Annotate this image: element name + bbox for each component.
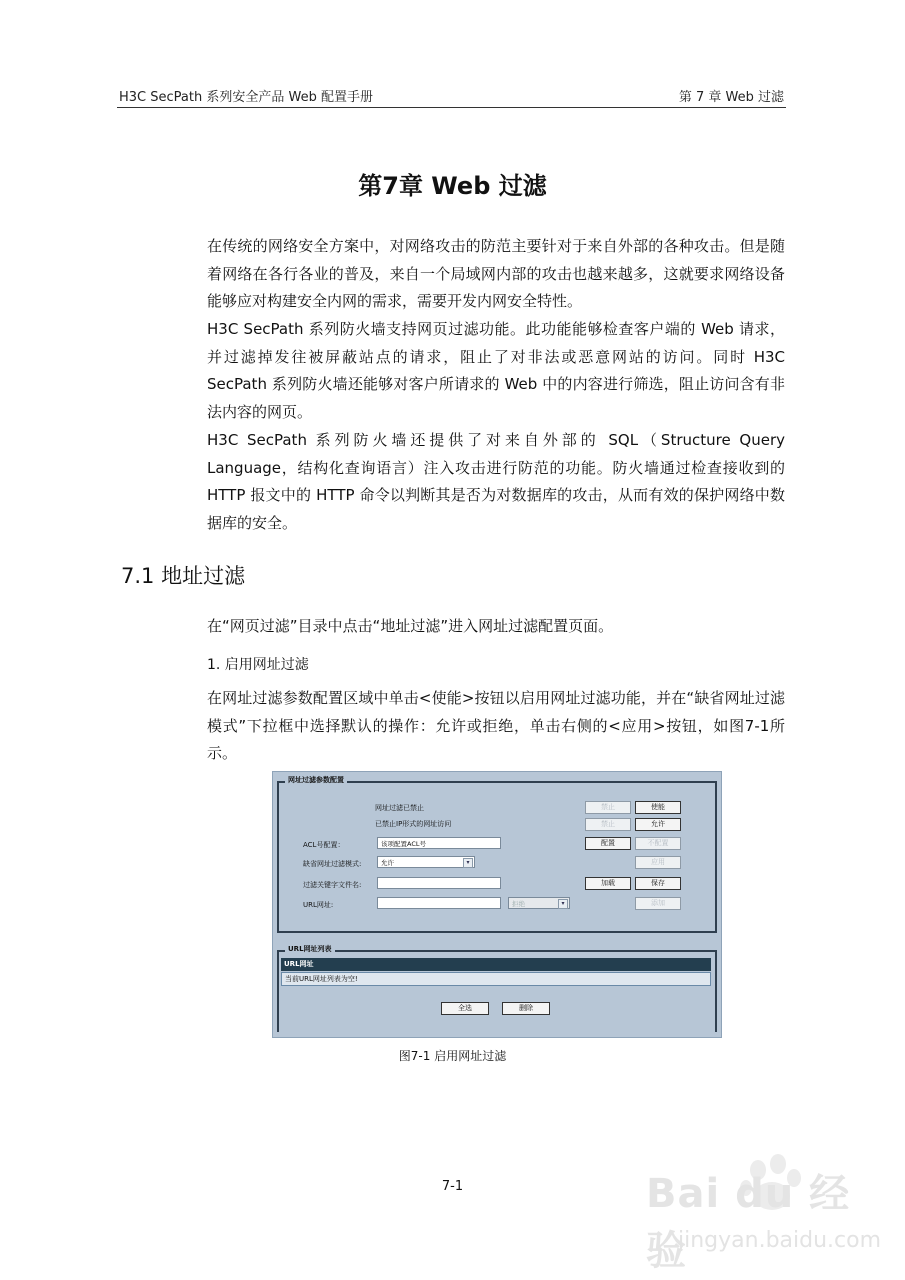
chevron-down-icon: ▾ [463, 858, 473, 868]
default-mode-value: 允许 [381, 859, 394, 867]
intro-paragraph-3: H3C SecPath 系列防火墙还提供了对来自外部的 SQL（Structure Query Language，结构化查询语言）注入攻击进行防范的功能。防火墙通过检查接收到的 HTTP 报文中的 HTTP 命令以判断其是否为对数据库的攻击，从而有效的保护网络中数据库的安全。 [207, 431, 785, 532]
url-input[interactable] [377, 897, 501, 909]
intro-paragraph-1: 在传统的网络安全方案中，对网络攻击的防范主要针对于来自外部的各种攻击。但是随着网络在各行各业的普及，来自一个局域网内部的攻击也越来越多，这就要求网络设备能够应对构建安全内网的需求，需要开发内网安全特性。 [207, 237, 785, 310]
acl-input[interactable]: 该项配置ACL号 [377, 837, 501, 849]
figure-caption: 图7-1 启用网址过滤 [398, 1049, 507, 1063]
header-rule [117, 107, 786, 108]
acl-label: ACL号配置： [303, 841, 345, 849]
keyword-file-input[interactable] [377, 877, 501, 889]
delete-button[interactable]: 删除 [502, 1002, 550, 1015]
watermark-url: jingyan.baidu.com [678, 1228, 882, 1253]
baidu-jingyan-watermark [640, 1148, 882, 1274]
allow-ip-button[interactable]: 允许 [635, 818, 681, 831]
disable-ip-button[interactable]: 禁止 [585, 818, 631, 831]
disable-filter-button[interactable]: 禁止 [585, 801, 631, 814]
status-ip-disabled: 已禁止IP形式的网址访问 [375, 820, 452, 828]
enable-filter-button[interactable]: 使能 [635, 801, 681, 814]
page-number: 7-1 [441, 1179, 464, 1194]
keyword-file-label: 过滤关键字文件名: [303, 881, 362, 889]
url-list-header: URL网址 [281, 958, 711, 971]
intro-paragraph-2: H3C SecPath 系列防火墙支持网页过滤功能。此功能能够检查客户端的 Web 请求，并过滤掉发往被屏蔽站点的请求，阻止了对非法或恶意网站的访问。同时 H3C SecPath 系列防火墙还能够对客户所请求的 Web 中的内容进行筛选，阻止访问含有非法内容的网页。 [207, 320, 785, 421]
section-paragraph: 在网址过滤参数配置区域中单击<使能>按钮以启用网址过滤功能，并在“缺省网址过滤模式”下拉框中选择默认的操作：允许或拒绝，单击右侧的<应用>按钮，如图7-1所示。 [207, 689, 785, 762]
chapter-title: 第7章 Web 过滤 [358, 172, 547, 200]
config-acl-button[interactable]: 配置 [585, 837, 631, 850]
url-action-value: 拒绝 [512, 900, 525, 908]
url-action-select[interactable] [508, 897, 570, 909]
select-all-button[interactable]: 全选 [441, 1002, 489, 1015]
status-filter-disabled: 网址过滤已禁止 [375, 804, 424, 812]
running-header-left: H3C SecPath 系列安全产品 Web 配置手册 [119, 90, 373, 105]
param-config-legend: 网址过滤参数配置 [285, 775, 347, 785]
default-mode-select[interactable] [377, 856, 475, 868]
url-list-legend: URL网址列表 [285, 944, 335, 954]
figure-url-filter-screenshot [272, 771, 722, 1038]
unconfig-acl-button[interactable]: 不配置 [635, 837, 681, 850]
default-mode-label: 缺省网址过滤模式: [303, 860, 362, 868]
url-list-empty-row: 当前URL网址列表为空! [281, 972, 711, 986]
url-label: URL网址: [303, 901, 334, 909]
section-title: 7.1 地址过滤 [121, 564, 246, 588]
chevron-down-icon: ▾ [558, 899, 568, 909]
apply-button[interactable]: 应用 [635, 856, 681, 869]
running-header-right: 第 7 章 Web 过滤 [678, 90, 784, 105]
watermark-text: Bai du 经验 [646, 1171, 851, 1274]
add-url-button[interactable]: 添加 [635, 897, 681, 910]
save-button[interactable]: 保存 [635, 877, 681, 890]
load-button[interactable]: 加载 [585, 877, 631, 890]
subsection-title: 1. 启用网址过滤 [207, 657, 309, 673]
section-lead: 在“网页过滤”目录中点击“地址过滤”进入网址过滤配置页面。 [207, 617, 614, 635]
param-config-fieldset [277, 776, 717, 933]
